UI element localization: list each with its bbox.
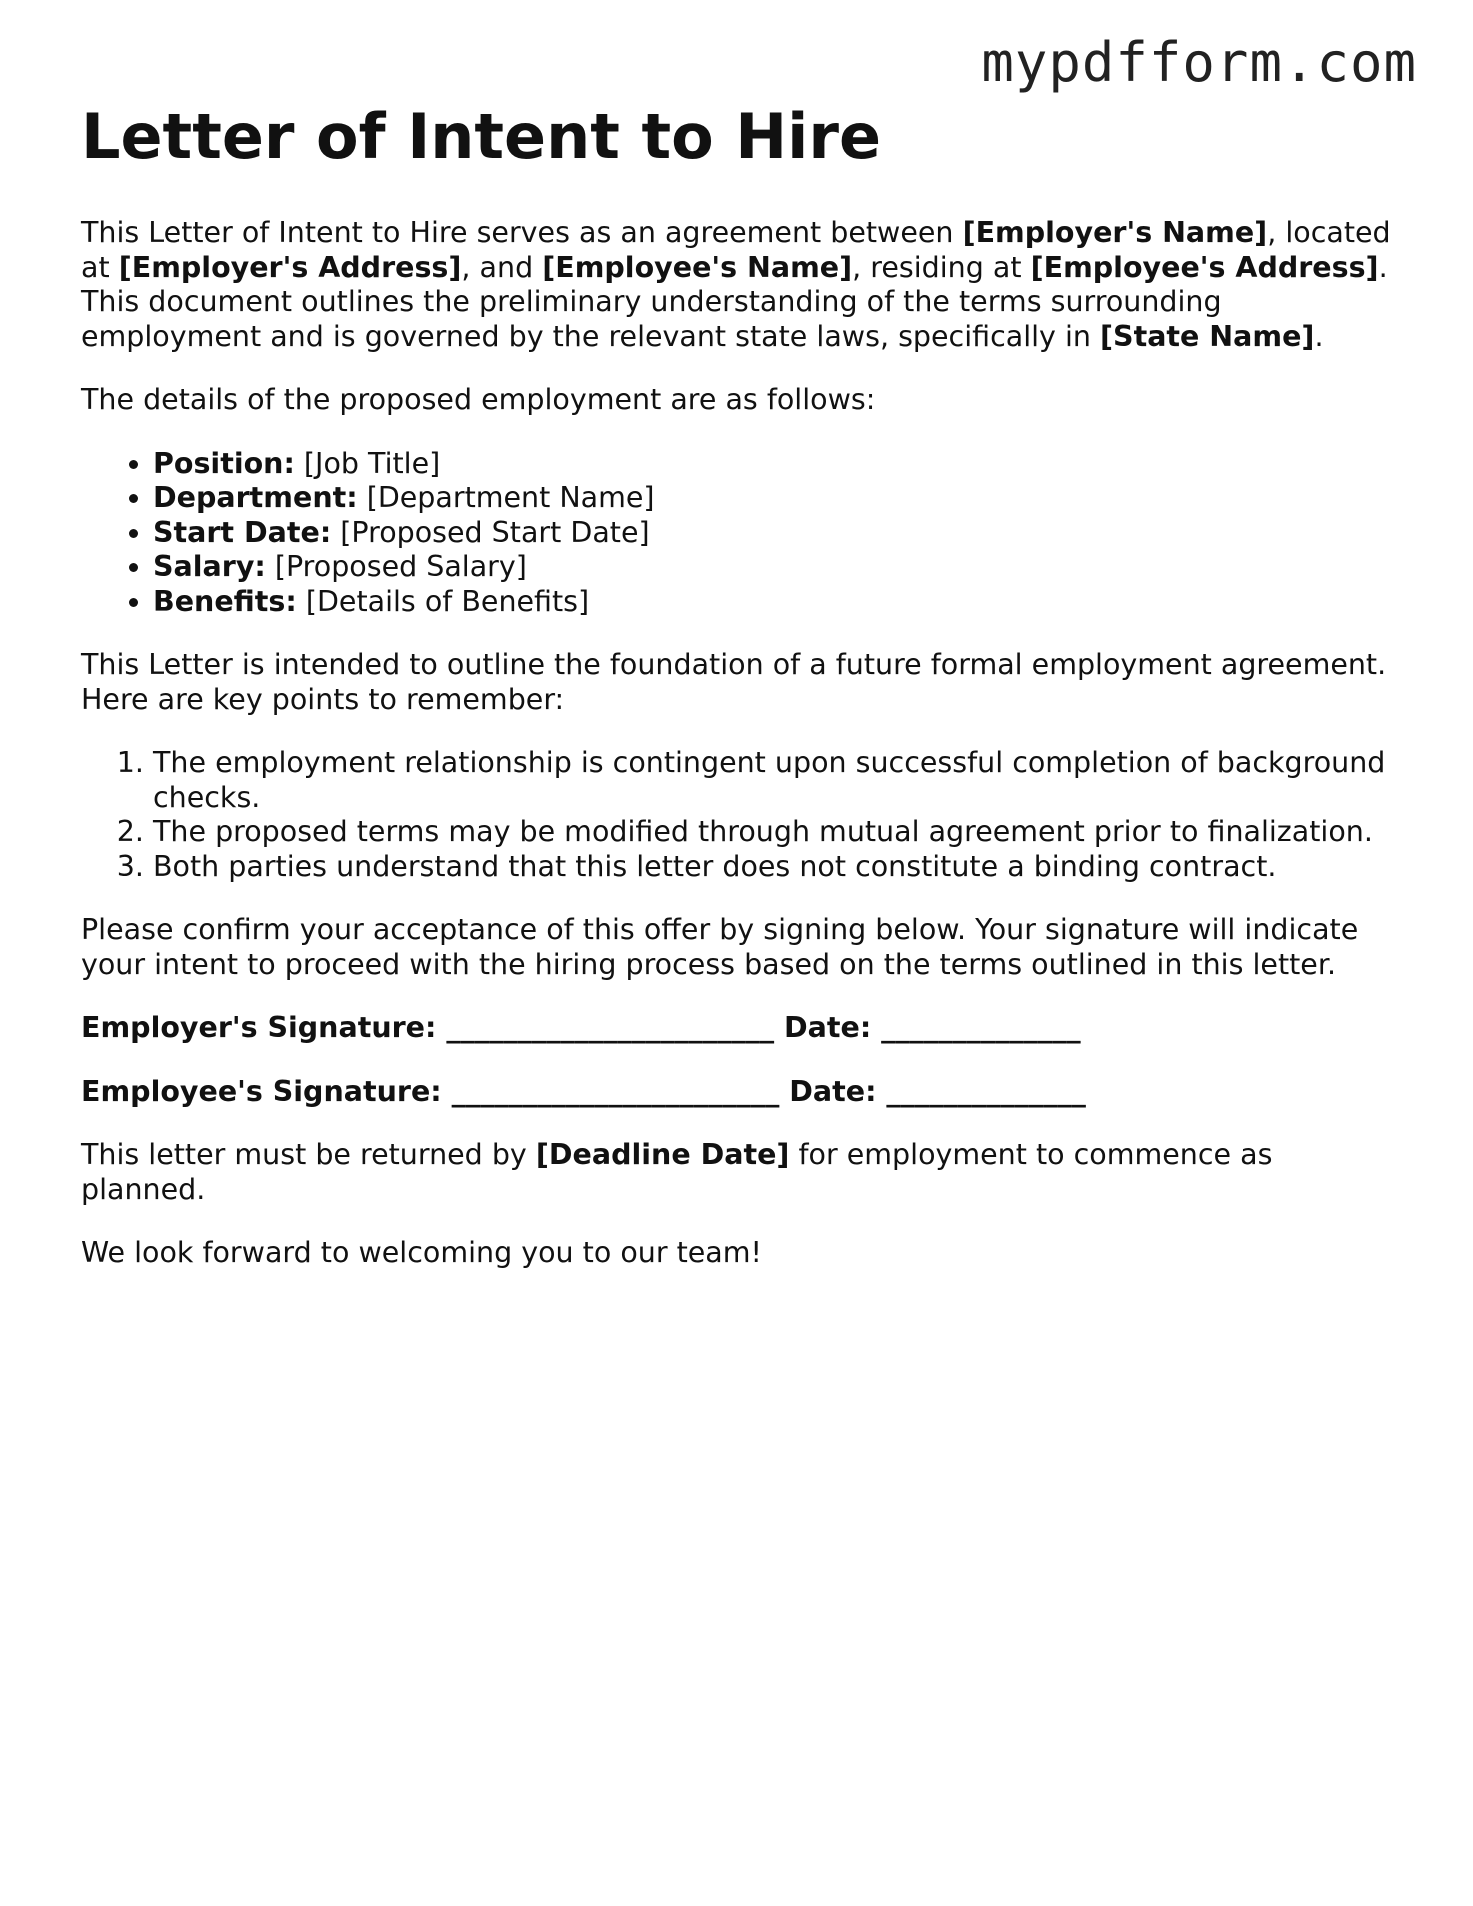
letter-document — [81, 100, 1401, 1300]
page-title: Letter of Intent to Hire — [81, 100, 882, 173]
list-item: 3. Both parties understand that this letter does not constitute a binding contract. — [153, 850, 1401, 885]
list-item: 2. The proposed terms may be modified through mutual agreement prior to finalization. — [153, 815, 1401, 850]
list-item — [153, 550, 1401, 585]
detail-value: [Job Title] — [294, 446, 441, 480]
detail-value: [Details of Benefits] — [296, 584, 590, 618]
closing-paragraph: We look forward to welcoming you to our team! — [81, 1236, 762, 1270]
key-points-intro: This Letter is intended to outline the foundation of a future formal employment agreement. Here are key points to remember: — [81, 648, 1387, 716]
detail-label: Department: — [153, 481, 358, 515]
employee-name-placeholder: [Employee's Name] — [542, 250, 853, 284]
details-intro: The details of the proposed employment are as follows: — [81, 383, 876, 417]
list-item — [153, 516, 1401, 551]
intro-text-2: , located at — [81, 216, 1391, 284]
watermark-text: mypdfform.com — [981, 31, 1417, 94]
deadline-date-placeholder: [Deadline Date] — [535, 1138, 790, 1172]
state-name-placeholder: [State Name] — [1100, 319, 1315, 353]
intro-text-4: , residing at — [852, 250, 1031, 284]
employer-name-placeholder: [Employer's Name] — [962, 216, 1268, 250]
intro-text-3: , and — [461, 250, 543, 284]
employee-address-placeholder: [Employee's Address] — [1030, 250, 1379, 284]
employment-details-list — [81, 447, 1401, 620]
deadline-text-2: for employment to commence as planned. — [81, 1138, 1273, 1206]
detail-label: Benefits: — [153, 584, 297, 618]
list-item — [153, 585, 1401, 620]
employer-address-placeholder: [Employer's Address] — [118, 250, 462, 284]
list-item — [153, 447, 1401, 482]
detail-value: [Proposed Salary] — [265, 550, 527, 584]
key-points-list — [81, 746, 1401, 884]
employee-signature-line[interactable]: Employee's Signature: _______________________ Date: ______________ — [81, 1074, 1086, 1108]
confirm-paragraph: Please confirm your acceptance of this offer by signing below. Your signature will indicate your intent to proceed with the hiring process based on the terms outlined in this letter. — [81, 913, 1359, 981]
list-item — [153, 481, 1401, 516]
detail-label: Start Date: — [153, 515, 332, 549]
detail-label: Position: — [153, 446, 295, 480]
detail-value: [Proposed Start Date] — [331, 515, 650, 549]
intro-text-5: . This document outlines the preliminary understanding of the terms surrounding employment and is governed by the relevant state laws, specifically in — [81, 250, 1388, 353]
intro-text-1: This Letter of Intent to Hire serves as an agreement between — [81, 216, 963, 250]
deadline-paragraph — [81, 1138, 1401, 1207]
deadline-text-1: This letter must be returned by — [81, 1138, 536, 1172]
list-item: 1. The employment relationship is contingent upon successful completion of background checks. — [153, 746, 1401, 815]
detail-label: Salary: — [153, 550, 266, 584]
employer-signature-line[interactable]: Employer's Signature: _______________________ Date: ______________ — [81, 1011, 1081, 1045]
intro-text-6: . — [1314, 319, 1324, 353]
intro-paragraph — [81, 216, 1401, 354]
detail-value: [Department Name] — [357, 481, 655, 515]
